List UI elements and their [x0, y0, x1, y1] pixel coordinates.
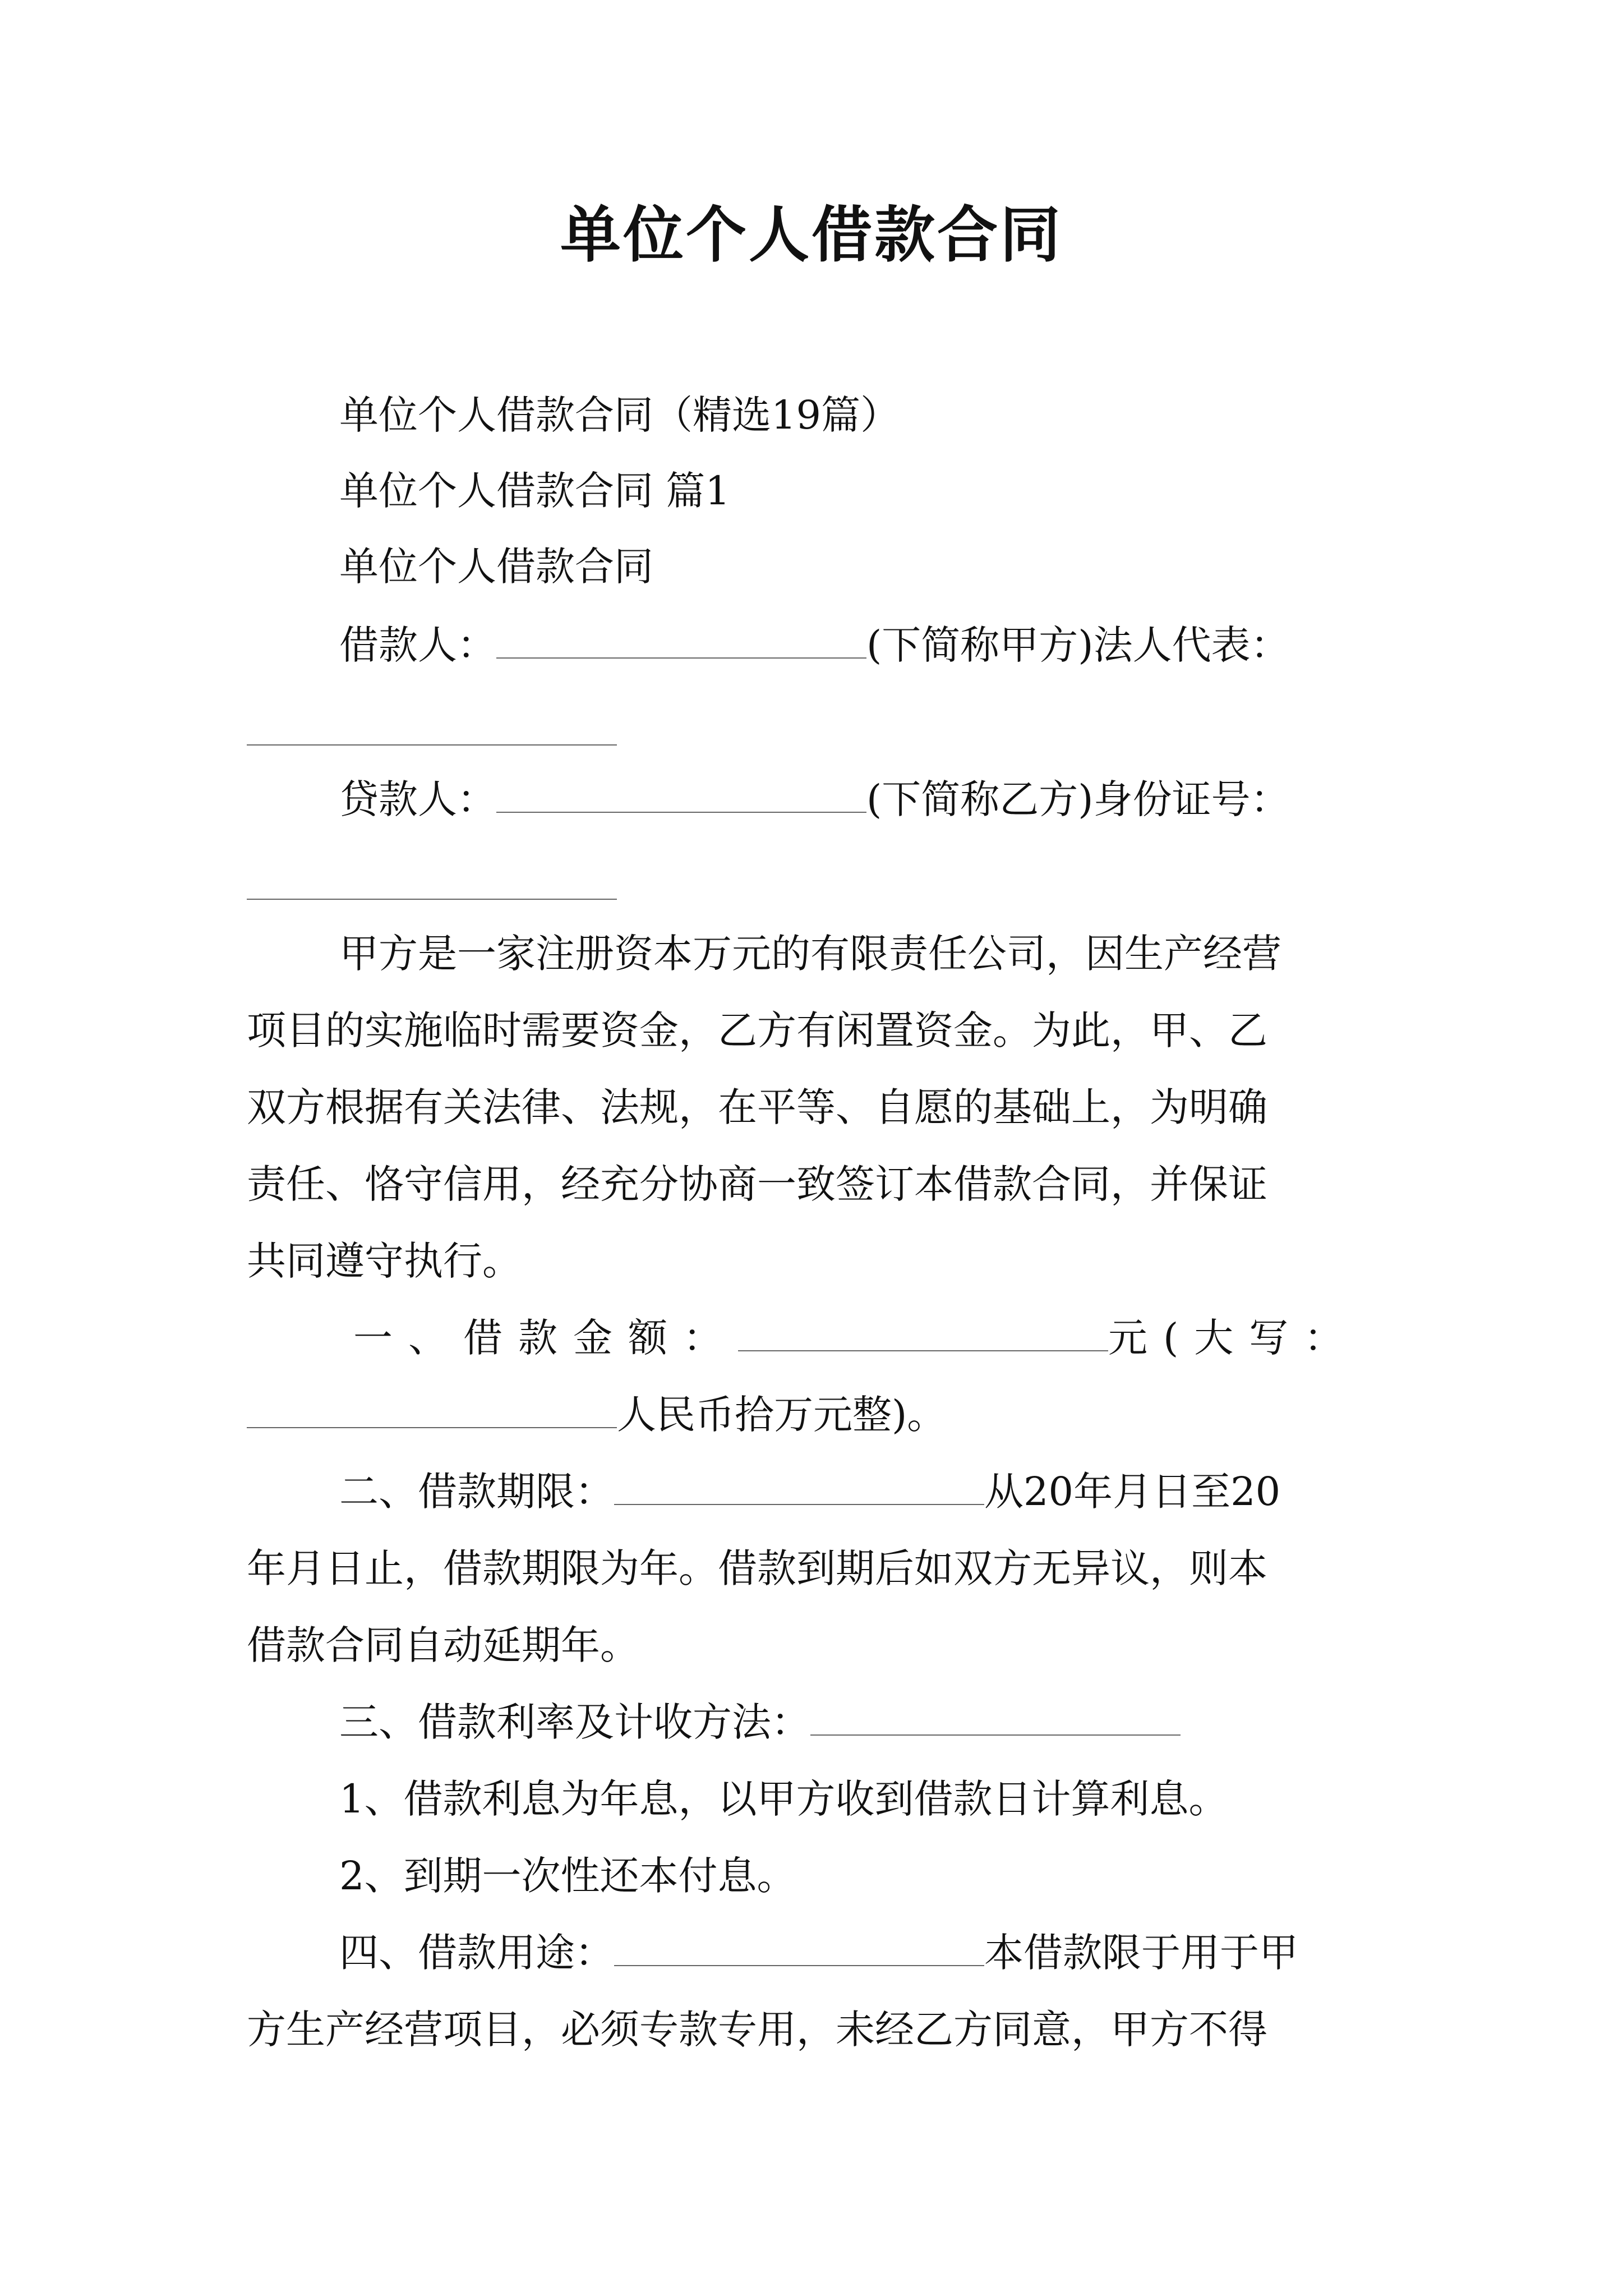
clause1-line1 — [353, 1310, 1359, 1366]
intro-line-2: 项目的实施临时需要资金，乙方有闲置资金。为此，甲、乙 — [247, 1007, 1267, 1053]
document-subtitle: 单位个人借款合同（精选19篇） — [339, 392, 900, 438]
lender-suffix: (下简称乙方)身份证号： — [866, 776, 1290, 822]
legal-rep-blank — [247, 711, 617, 746]
clause1-line2 — [247, 1387, 946, 1443]
id-number-line — [247, 858, 617, 914]
intro-line-5: 共同遵守执行。 — [247, 1238, 522, 1284]
clause4-label: 四、借款用途： — [339, 1930, 614, 1976]
clause2-line1-suffix: 从20年月日至20 — [984, 1469, 1281, 1515]
loan-purpose-blank — [614, 1931, 984, 1966]
clause4-line1 — [339, 1925, 1298, 1981]
lender-label: 贷款人： — [339, 776, 496, 822]
section-heading: 单位个人借款合同 篇1 — [339, 468, 730, 514]
intro-line-4: 责任、恪守信用，经充分协商一致签订本借款合同，并保证 — [247, 1161, 1267, 1207]
intro-line-3: 双方根据有关法律、法规，在平等、自愿的基础上，为明确 — [247, 1084, 1267, 1130]
borrower-suffix: (下简称甲方)法人代表： — [866, 622, 1290, 668]
contract-title: 单位个人借款合同 — [339, 544, 653, 590]
clause3-item2: 2、到期一次性还本付息。 — [339, 1853, 796, 1899]
loan-amount-blank — [738, 1317, 1108, 1351]
clause1-suffix: 人民币拾万元整)。 — [617, 1392, 947, 1438]
clause2-line1 — [339, 1464, 1280, 1520]
document-title: 单位个人借款合同 — [560, 200, 1063, 270]
clause3-item1: 1、借款利息为年息，以甲方收到借款日计算利息。 — [339, 1776, 1228, 1822]
clause4-line2: 方生产经营项目，必须专款专用，未经乙方同意，甲方不得 — [247, 2007, 1267, 2053]
clause1-label: 一、借款金额： — [353, 1315, 738, 1361]
clause2-label: 二、借款期限： — [339, 1469, 614, 1515]
id-number-blank — [247, 865, 617, 900]
loan-term-blank — [614, 1470, 984, 1505]
clause1-middle: 元(大写： — [1108, 1315, 1359, 1361]
borrower-label: 借款人： — [339, 622, 496, 668]
clause4-line1-suffix: 本借款限于用于甲 — [984, 1930, 1298, 1976]
clause3-line1 — [339, 1694, 1181, 1750]
legal-rep-line — [247, 704, 617, 760]
clause3-label: 三、借款利率及计收方法： — [339, 1699, 810, 1745]
interest-rate-blank — [810, 1701, 1181, 1736]
clause2-line2: 年月日止，借款期限为年。借款到期后如双方无异议，则本 — [247, 1545, 1267, 1591]
borrower-line — [339, 617, 1290, 673]
lender-name-blank — [496, 778, 866, 813]
borrower-name-blank — [496, 624, 866, 659]
intro-line-1: 甲方是一家注册资本万元的有限责任公司，因生产经营 — [339, 931, 1281, 977]
lender-line — [339, 771, 1290, 827]
clause2-line3: 借款合同自动延期年。 — [247, 1622, 639, 1668]
amount-words-blank — [247, 1393, 617, 1428]
